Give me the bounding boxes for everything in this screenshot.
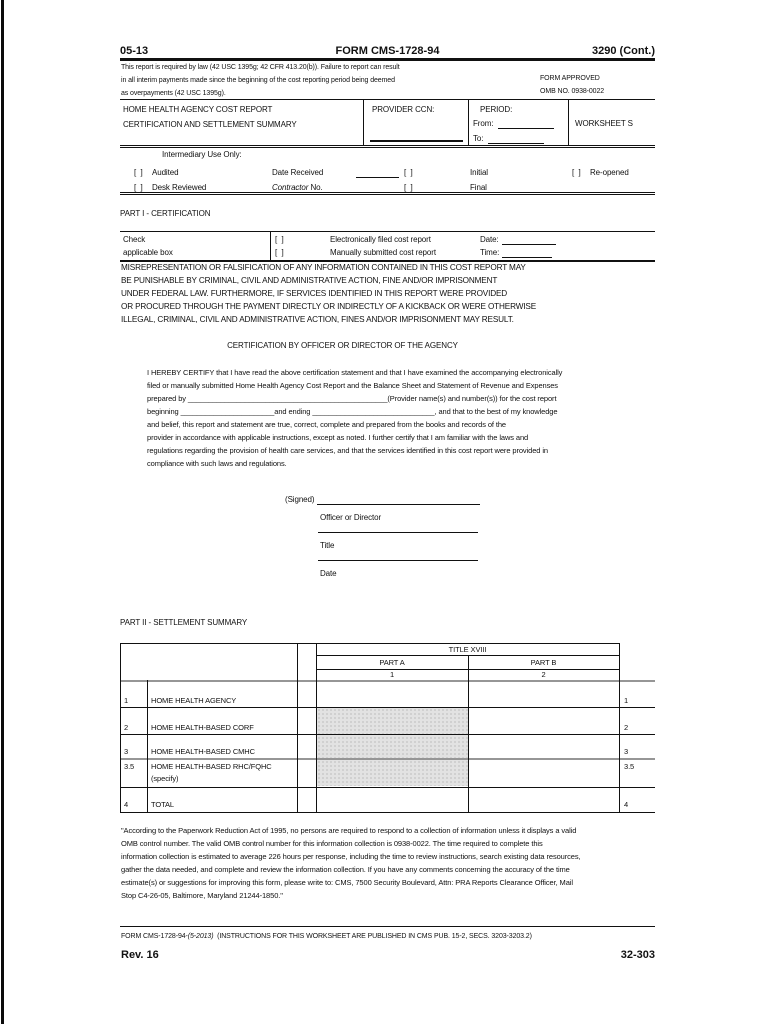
footer-form-line xyxy=(121,933,532,940)
row-label: TOTAL xyxy=(151,800,174,809)
row-number-left: 1 xyxy=(124,696,129,705)
date-sig-label: Date xyxy=(320,569,337,578)
legal-statement-line: This report is required by law (42 USC 1395g; 42 CFR 413.20(b)). Failure to report can result xyxy=(121,64,400,71)
cell-partB-row2[interactable] xyxy=(469,708,618,733)
date-received-label: Date Received xyxy=(272,168,324,177)
final-checkbox[interactable]: [ ] xyxy=(404,183,414,192)
row-number-right: 2 xyxy=(624,723,629,732)
table-vline xyxy=(619,643,620,812)
header-rule xyxy=(120,58,655,61)
footer-revision: Rev. 16 xyxy=(121,949,159,961)
manual-label: Manually submitted cost report xyxy=(330,248,436,257)
table-vline xyxy=(120,643,121,812)
desk-reviewed-checkbox[interactable]: [ ] xyxy=(134,183,144,192)
worksheet-label: WORKSHEET S xyxy=(575,119,633,128)
certify-line: I HEREBY CERTIFY that I have read the above certification statement and that I have examined the accompanying electronically xyxy=(147,368,563,377)
part-b-header: PART B xyxy=(530,658,557,667)
time-filed-label: Time: xyxy=(480,248,500,257)
footer-form-date: (5-2013) xyxy=(187,933,214,940)
final-label: Final xyxy=(470,183,487,192)
date-filed-blank[interactable] xyxy=(502,236,556,245)
certify-line: and belief, this report and statement are true, correct, complete and prepared from the books and records of the xyxy=(147,420,507,429)
report-title-line2: CERTIFICATION AND SETTLEMENT SUMMARY xyxy=(123,120,297,129)
pra-line: "According to the Paperwork Reduction Act of 1995, no persons are required to respond to a collection of information unless it displays a valid xyxy=(121,826,577,835)
title-box-divider xyxy=(468,100,469,145)
signed-label: (Signed) xyxy=(285,495,315,504)
date-filed-label: Date: xyxy=(480,235,499,244)
warning-line: BE PUNISHABLE BY CRIMINAL, CIVIL AND ADMINISTRATIVE ACTION, FINE AND/OR IMPRISONMENT xyxy=(121,276,498,285)
title-box-divider xyxy=(568,100,569,145)
header-form-title: FORM CMS-1728-94 xyxy=(335,45,440,57)
row-number-right: 3.5 xyxy=(624,762,635,771)
report-title-line1: HOME HEALTH AGENCY COST REPORT xyxy=(123,105,273,114)
certify-line: compliance with such laws and regulations. xyxy=(147,459,287,468)
scan-edge-bar xyxy=(1,0,4,1024)
reopened-checkbox[interactable]: [ ] xyxy=(572,168,582,177)
audited-label: Audited xyxy=(152,168,179,177)
period-from-blank[interactable] xyxy=(498,120,554,129)
no-word: No. xyxy=(310,183,323,192)
signature-blank[interactable] xyxy=(317,504,480,505)
cell-partA-row4[interactable] xyxy=(317,788,467,811)
row-label: HOME HEALTH-BASED RHC/FQHC xyxy=(151,762,272,771)
table-vline xyxy=(147,680,148,812)
settlement-table xyxy=(120,643,655,813)
table-vline xyxy=(316,643,317,812)
row-number-right: 3 xyxy=(624,747,629,756)
date-received-blank[interactable] xyxy=(356,169,399,178)
title-xviii-header: TITLE XVIII xyxy=(448,645,487,654)
row-number-left: 3.5 xyxy=(124,762,135,771)
pra-line: OMB control number. The valid OMB control number for this information collection is 0938-0022. The time required to complete this xyxy=(121,839,543,848)
legal-statement-line: as overpayments (42 USC 1395g). xyxy=(121,90,226,97)
legal-statement-line: in all interim payments made since the beginning of the cost reporting period being deemed xyxy=(121,77,395,84)
intermediary-section xyxy=(120,146,655,195)
contractor-word: Contractor xyxy=(272,183,309,192)
row-label: HOME HEALTH-BASED CMHC xyxy=(151,747,255,756)
cell-partB-row4[interactable] xyxy=(469,788,618,811)
footer-page-number: 32-303 xyxy=(620,949,655,961)
certify-line: filed or manually submitted Home Health Agency Cost Report and the Balance Sheet and Statement of Revenue and Expenses xyxy=(147,381,558,390)
check-label-line2: applicable box xyxy=(123,248,173,257)
table-line xyxy=(120,643,620,644)
pra-line: estimate(s) or suggestions for improving this form, please write to: CMS, 7500 Security Boulevard, Attn: PRA Reports Clearance Officer, Mail xyxy=(121,878,573,887)
manual-checkbox[interactable]: [ ] xyxy=(275,248,285,257)
omb-number-label: OMB NO. 0938-0022 xyxy=(540,88,605,95)
contractor-no-label xyxy=(272,183,323,192)
initial-checkbox[interactable]: [ ] xyxy=(404,168,414,177)
period-to-blank[interactable] xyxy=(488,135,544,144)
footer-form-id: FORM CMS-1728-94- xyxy=(121,933,188,940)
title-blank[interactable] xyxy=(318,532,478,533)
cell-partB-row1[interactable] xyxy=(469,681,618,706)
warning-line: UNDER FEDERAL LAW. FURTHERMORE, IF SERVICES IDENTIFIED IN THIS REPORT WERE PROVIDED xyxy=(121,289,508,298)
cell-partB-row3-5[interactable] xyxy=(469,760,618,786)
warning-line: MISREPRESENTATION OR FALSIFICATION OF ANY INFORMATION CONTAINED IN THIS COST REPORT MAY xyxy=(121,263,526,272)
certify-line[interactable]: prepared by _________________________________________________(Provider name(s) and number(s)) for the cost report xyxy=(147,394,557,403)
table-line xyxy=(120,812,655,813)
pra-line: information collection is estimated to average 226 hours per response, including the time to review instructions, search existing data resources, xyxy=(121,852,581,861)
row-label: HOME HEALTH AGENCY xyxy=(151,696,237,705)
period-from-label: From: xyxy=(473,119,494,128)
row-number-right: 1 xyxy=(624,696,629,705)
period-to-label: To: xyxy=(473,134,484,143)
warning-line: ILLEGAL, CRIMINAL, CIVIL AND ADMINISTRATIVE ACTION, FINES AND/OR IMPRISONMENT MAY RESULT. xyxy=(121,315,514,324)
period-label: PERIOD: xyxy=(480,105,513,114)
row-number-left: 3 xyxy=(124,747,129,756)
intermediary-heading: Intermediary Use Only: xyxy=(162,150,242,159)
part1-heading: PART I - CERTIFICATION xyxy=(120,209,211,218)
part-a-header: PART A xyxy=(379,658,405,667)
filing-method-divider xyxy=(270,232,271,260)
row-number-left: 4 xyxy=(124,800,129,809)
certify-line[interactable]: beginning _______________________and ending ______________________________, and that to the best of my knowledge xyxy=(147,407,558,416)
row-label-line2: (specify) xyxy=(151,774,179,783)
title-sig-label: Title xyxy=(320,541,335,550)
certify-line: regulations regarding the provision of health care services, and that the services identified in this cost report were provided in xyxy=(147,446,548,455)
filing-method-table xyxy=(120,231,655,262)
desk-reviewed-label: Desk Reviewed xyxy=(152,183,207,192)
title-box-divider xyxy=(363,100,364,145)
row-number-right: 4 xyxy=(624,800,629,809)
part2-heading: PART II - SETTLEMENT SUMMARY xyxy=(120,618,248,627)
reopened-label: Re-opened xyxy=(590,168,629,177)
row-label: HOME HEALTH-BASED CORF xyxy=(151,723,254,732)
cell-partA-row1[interactable] xyxy=(317,681,467,706)
date-blank[interactable] xyxy=(318,560,478,561)
certification-heading: CERTIFICATION BY OFFICER OR DIRECTOR OF THE AGENCY xyxy=(227,341,458,350)
initial-label: Initial xyxy=(470,168,488,177)
check-label-line1: Check xyxy=(123,235,146,244)
header-page-ref: 3290 (Cont.) xyxy=(592,45,655,57)
col-number-b: 2 xyxy=(541,670,546,679)
time-filed-blank[interactable] xyxy=(502,249,552,258)
row-number-left: 2 xyxy=(124,723,129,732)
efiled-label: Electronically filed cost report xyxy=(330,235,431,244)
title-box xyxy=(120,99,655,148)
warning-line: OR PROCURED THROUGH THE PAYMENT DIRECTLY OR INDIRECTLY OF A KICKBACK OR WERE OTHERWISE xyxy=(121,302,537,311)
officer-director-label: Officer or Director xyxy=(320,513,382,522)
col-number-a: 1 xyxy=(389,670,395,679)
pra-line: gather the data needed, and complete and review the information collection. If you have any comments concerning the accuracy of the time xyxy=(121,865,570,874)
form-approved-label: FORM APPROVED xyxy=(540,75,600,82)
provider-ccn-label: PROVIDER CCN: xyxy=(372,105,435,114)
table-vline xyxy=(297,643,298,812)
efiled-checkbox[interactable]: [ ] xyxy=(275,235,285,244)
footer-rule xyxy=(120,926,655,927)
certify-line: provider in accordance with applicable instructions, except as noted. I further certify that I am familiar with the laws and xyxy=(147,433,529,442)
contractor-no-blank[interactable] xyxy=(356,184,399,193)
audited-checkbox[interactable]: [ ] xyxy=(134,168,144,177)
footer-instructions: (INSTRUCTIONS FOR THIS WORKSHEET ARE PUBLISHED IN CMS PUB. 15-2, SECS. 3203-3203.2) xyxy=(217,933,532,940)
provider-ccn-blank[interactable] xyxy=(370,140,463,142)
shaded-cells-partA xyxy=(317,708,468,786)
pra-line: Stop C4-26-05, Baltimore, Maryland 21244-1850." xyxy=(121,891,283,900)
cell-partB-row3[interactable] xyxy=(469,735,618,757)
header-form-code: 05-13 xyxy=(120,45,149,57)
